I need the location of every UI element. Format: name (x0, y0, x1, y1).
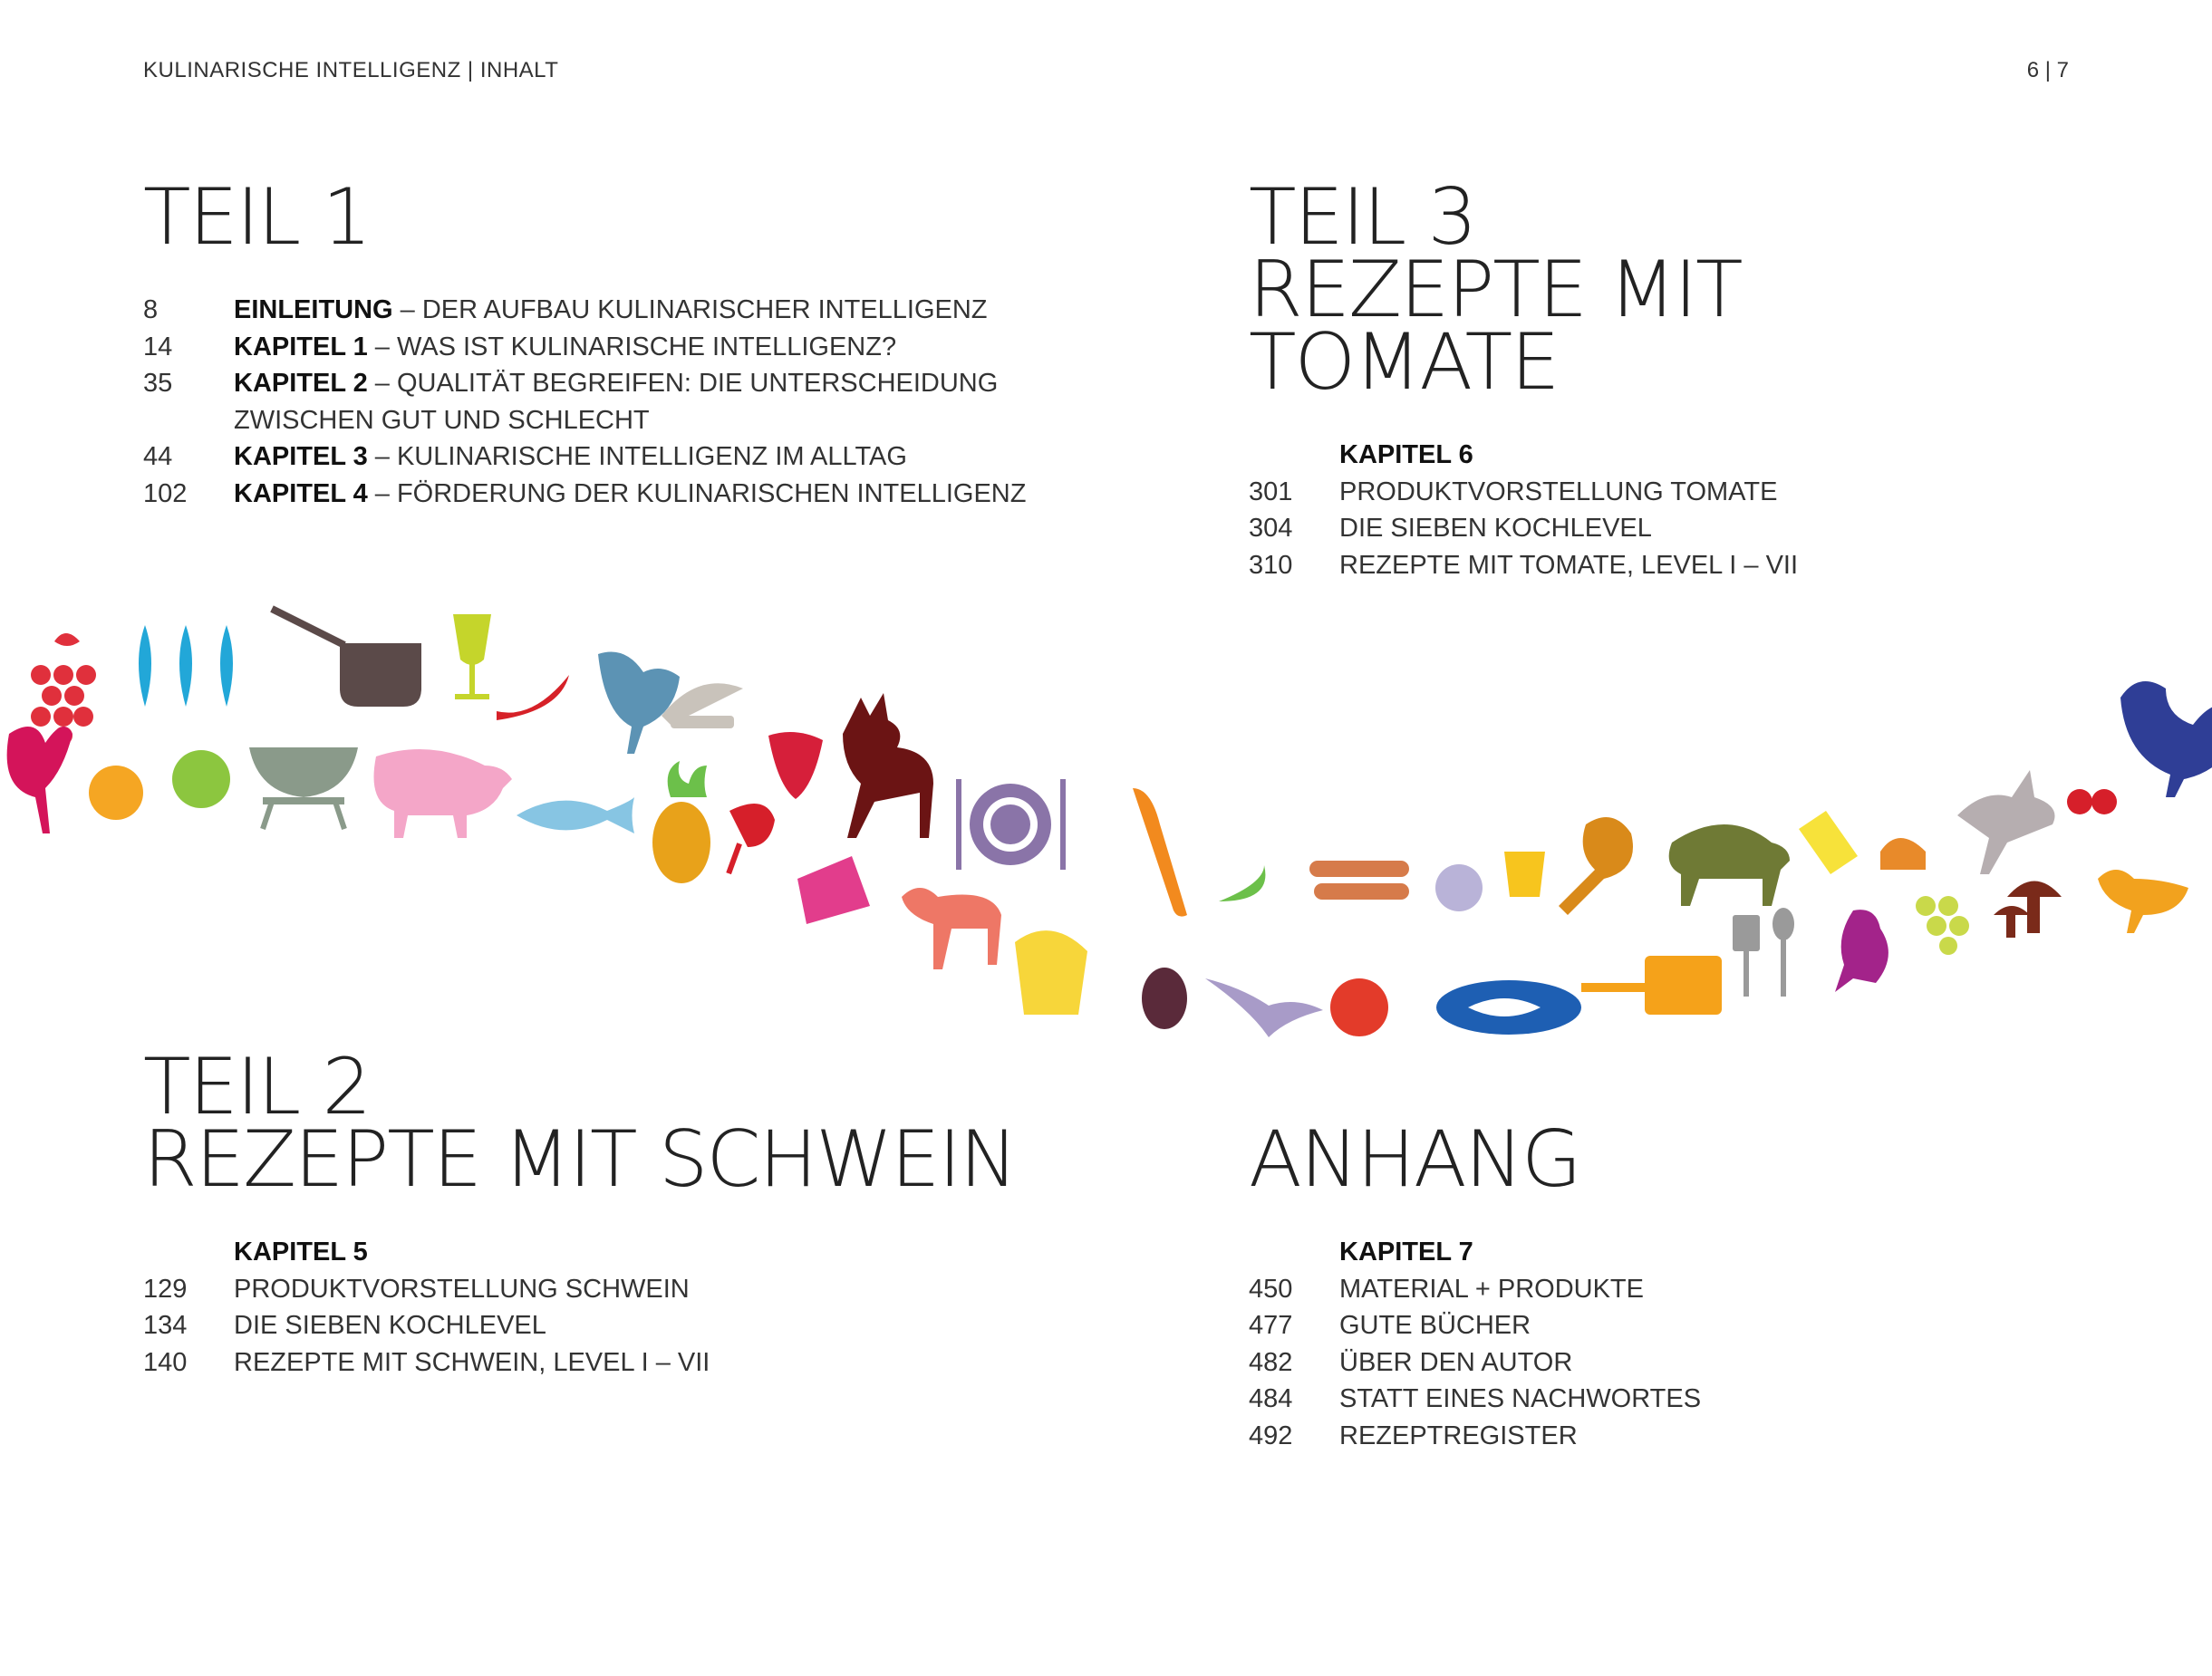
toc-entry[interactable] (1249, 547, 2064, 584)
toc-entry[interactable] (143, 1344, 1049, 1382)
rooster-icon (7, 727, 72, 833)
entry-title: REZEPTE MIT SCHWEIN, LEVEL I – VII (234, 1347, 710, 1377)
page-number: 44 (143, 442, 173, 471)
page-number: 129 (143, 1274, 188, 1304)
toc-section-part-1 (143, 172, 1049, 512)
tomato-icon (1330, 978, 1388, 1036)
page-number: 35 (143, 369, 173, 398)
toc-entry[interactable] (143, 438, 1049, 476)
toc-entry[interactable] (1249, 1344, 2064, 1382)
toc-list (143, 292, 1049, 512)
toc-entry[interactable] (1249, 1271, 2064, 1308)
fries-icon (1504, 852, 1545, 897)
page-number: 492 (1249, 1421, 1293, 1450)
wine-glass-icon (453, 614, 491, 699)
lime-icon (1219, 865, 1265, 901)
cake-icon (797, 856, 870, 924)
cherries-icon (2067, 789, 2117, 814)
sausages-icon (1309, 861, 1409, 900)
mushrooms-icon (1994, 881, 2062, 939)
red-wine-glass-icon (726, 804, 775, 874)
toc-entry[interactable] (143, 292, 1049, 329)
strawberry-icon (768, 732, 823, 799)
chapter-title: – DER AUFBAU KULINARISCHER INTELLIGENZ (392, 295, 988, 324)
page-number: 484 (1249, 1384, 1293, 1413)
saucepan-icon (1581, 956, 1722, 1015)
chapter-label: KAPITEL 2 (234, 369, 368, 398)
page-folio: 6 | 7 (2026, 58, 2069, 82)
stag-icon (843, 693, 933, 838)
carrot-icon (1133, 788, 1187, 917)
toc-section-part-3 (1249, 172, 2064, 583)
chapter-heading: KAPITEL 7 (1339, 1238, 1473, 1267)
toc-entry[interactable] (143, 365, 1049, 438)
entry-title: PRODUKTVORSTELLUNG TOMATE (1339, 477, 1778, 506)
chapter-title: – WAS IST KULINARISCHE INTELLIGENZ? (367, 332, 897, 361)
chapter-title: – KULINARISCHE INTELLIGENZ IM ALLTAG (367, 442, 907, 471)
chapter-title: – QUALITÄT BEGREIFEN: DIE UNTERSCHEIDUNG (367, 369, 999, 398)
pumpkin-icon (89, 766, 143, 820)
page-number: 134 (143, 1311, 188, 1340)
chapter-label: KAPITEL 4 (234, 478, 368, 508)
entry-title: DIE SIEBEN KOCHLEVEL (1339, 514, 1652, 543)
duck-flying-icon (1205, 978, 1323, 1037)
page-number: 140 (143, 1347, 188, 1377)
chapter-label: EINLEITUNG (234, 295, 393, 324)
toc-entry[interactable] (1249, 1418, 2064, 1455)
entry-title: PRODUKTVORSTELLUNG SCHWEIN (234, 1274, 690, 1304)
chapter-heading: KAPITEL 5 (234, 1238, 368, 1267)
toc-entry[interactable] (1249, 474, 2064, 511)
toc-entry[interactable] (143, 1307, 1049, 1344)
page-number: 310 (1249, 550, 1293, 580)
turnip-icon (1435, 864, 1483, 911)
bread-icon (1015, 930, 1087, 1015)
running-head: KULINARISCHE INTELLIGENZ | INHALT (143, 58, 559, 82)
page-number: 301 (1249, 477, 1293, 506)
page-number: 14 (143, 332, 173, 361)
toc-entry[interactable] (1249, 1307, 2064, 1344)
food-icon-band (0, 598, 2212, 1069)
entry-title: STATT EINES NACHWORTES (1339, 1384, 1702, 1413)
pineapple-icon (652, 761, 710, 883)
page-number: 102 (143, 478, 188, 508)
toc-section-part-2 (143, 1042, 1049, 1381)
toc-list (1249, 1234, 2064, 1454)
page-number: 304 (1249, 514, 1293, 543)
spatula-spoon-icon (1733, 908, 1794, 997)
chili-pepper-icon (497, 675, 569, 720)
duck-icon (2098, 870, 2188, 933)
goat-icon (902, 888, 1001, 969)
blue-rooster-icon (2120, 681, 2212, 797)
white-grapes-icon (1916, 896, 1969, 955)
chapter-heading: KAPITEL 6 (1339, 440, 1473, 469)
toc-entry[interactable] (143, 476, 1049, 513)
toc-entry[interactable] (1249, 510, 2064, 547)
frying-pan-icon (272, 609, 421, 707)
hare-icon (1957, 770, 2055, 874)
chicken-leg-icon (1559, 817, 1633, 915)
toc-list (143, 1234, 1049, 1381)
burger-icon (1880, 838, 1926, 870)
pigeon-icon (1835, 910, 1888, 992)
fish-icon (517, 797, 634, 833)
toc-section-annex (1249, 1114, 2064, 1454)
page-number: 450 (1249, 1274, 1293, 1304)
entry-title: REZEPTE MIT TOMATE, LEVEL I – VII (1339, 550, 1799, 580)
chapter-title: – FÖRDERUNG DER KULINARISCHEN INTELLIGENZ (367, 478, 1027, 508)
section-title: ANHANG (1249, 1114, 1580, 1205)
toc-entry[interactable] (143, 329, 1049, 366)
chapter-label: KAPITEL 3 (234, 442, 368, 471)
toc-entry[interactable] (1249, 1381, 2064, 1418)
entry-title: MATERIAL + PRODUKTE (1339, 1274, 1644, 1304)
hen-icon (598, 652, 680, 755)
plate-cutlery-icon (956, 779, 1066, 870)
ice-pop-icon (1799, 811, 1858, 874)
entry-title: GUTE BÜCHER (1339, 1311, 1531, 1340)
toc-entry[interactable] (143, 1271, 1049, 1308)
pig-icon (374, 749, 513, 838)
fish-trio-icon (139, 625, 233, 707)
fish-platter-icon (1436, 980, 1581, 1035)
section-title: TEIL 1 (143, 172, 371, 263)
section-title: TEIL 3 REZEPTE MIT TOMATE (1249, 172, 1742, 408)
page-number: 8 (143, 295, 159, 324)
chapter-title-continuation: ZWISCHEN GUT UND SCHLECHT (234, 405, 650, 435)
entry-title: DIE SIEBEN KOCHLEVEL (234, 1311, 546, 1340)
apple-icon (172, 750, 230, 808)
boar-icon (1669, 824, 1790, 906)
grill-icon (249, 747, 358, 829)
eggplant-icon (1142, 968, 1187, 1029)
toc-list (1249, 437, 2064, 583)
entry-title: ÜBER DEN AUTOR (1339, 1347, 1573, 1377)
page-number: 477 (1249, 1311, 1293, 1340)
section-title: TEIL 2 REZEPTE MIT SCHWEIN (143, 1042, 1017, 1205)
page-number: 482 (1249, 1347, 1293, 1377)
chapter-label: KAPITEL 1 (234, 332, 368, 361)
entry-title: REZEPTREGISTER (1339, 1421, 1578, 1450)
